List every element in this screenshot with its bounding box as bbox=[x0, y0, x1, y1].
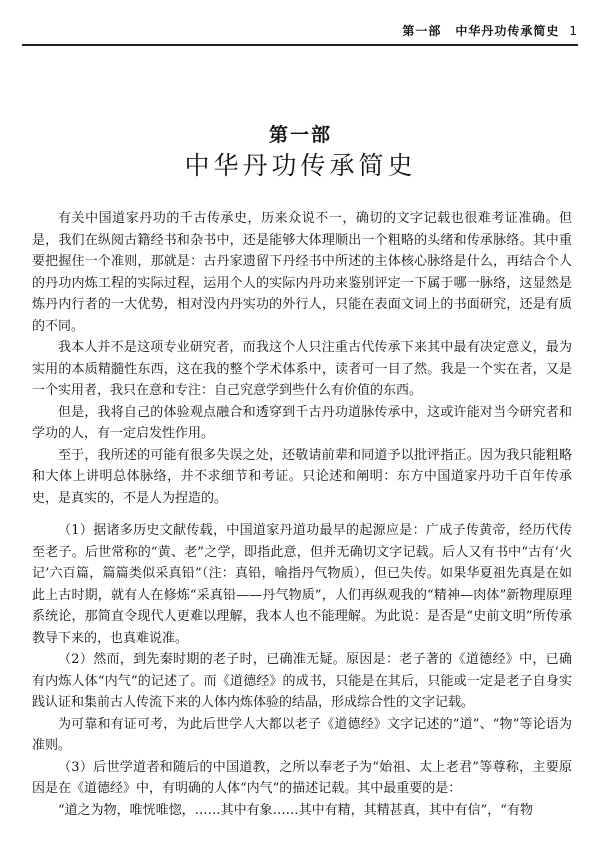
paragraph: 至于，我所述的可能有很多失误之处，还敬请前辈和同道予以批评指正。因为我只能粗略和大体上讲明总体脉络，并不求细节和考证。只论述和阐明：东方中国道家丹功千百年传承史，是真实的，不是人为捏造的。 bbox=[32, 447, 572, 506]
paragraph: 有关中国道家丹功的千古传承史，历来众说不一，确切的文字记载也很难考证准确。但是，我们在纵阅古籍经书和杂书中，还是能够大体理顺出一个粗略的头绪和传承脉络。其中重要把握住一个准则，那就是：古丹家遗留下丹经书中所述的主体核心脉络是什么，再结合个人的丹功内炼工程的实际过程，运用个人的实际内丹功来鉴别评定一下属于哪一脉络，这显然是炼丹内行者的一大优势，相对没内丹实功的外行人，只能在表面文词上的书面研究，还是有质的不同。 bbox=[32, 211, 572, 334]
paragraph: 为可靠和有证可考，为此后世学人大都以老子《道德经》文字记述的“道”、“物”等论语为准则。 bbox=[32, 716, 572, 753]
header-title: 中华丹功传承简史 bbox=[455, 24, 560, 38]
paragraph: 我本人并不是这项专业研究者，而我这个人只注重古代传承下来其中最有决定意义，最为实用的本质精髓性东西，这在我的整个学术体系中，读者可一目了然。我是一个实在者，又是一个实用者，我只在意和专注：自己究意学到些什么有价值的东西。 bbox=[32, 340, 572, 398]
page-number: 1 bbox=[569, 24, 578, 38]
chapter-title: 中华丹功传承简史 bbox=[184, 151, 417, 180]
paragraph: （2）然而，到先秦时期的老子时，已确准无疑。原因是：老子著的《道德经》中，已确有内炼人体“内气”的记述了。而《道德经》的成书，只能是在其后，只能或一定是老子自身实践认证和集前古人传流下来的人体内炼体验的结晶，形成综合性的文字记载。 bbox=[32, 652, 572, 710]
header-part: 第一部 bbox=[402, 24, 442, 38]
chapter-part-label: 第一部 bbox=[268, 124, 332, 146]
paragraph: （3）后世学道者和随后的中国道教，之所以奉老子为“始祖、太上老君”等尊称，主要原因是在《道德经》中，有明确的人体“内气”的描述记载。其中最重要的是： bbox=[32, 759, 572, 796]
body-text bbox=[32, 208, 572, 821]
paragraph: “道之为物，唯恍唯惚，……其中有象……其中有精，其精甚真，其中有信”，“有物 bbox=[58, 802, 533, 818]
paragraph: 但是，我将自己的体验观点融合和透穿到千古丹功道脉传承中，这或许能对当今研究者和学功的人，有一定启发性作用。 bbox=[32, 404, 572, 441]
running-header bbox=[22, 18, 578, 46]
running-header-text bbox=[402, 22, 578, 39]
paragraph: （1）据诸多历史文献传载，中国道家丹道功最早的起源应是：广成子传黄帝，经历代传至老子。后世常称的“黄、老”之学，即指此意，但并无确切文字记载。后人又有书中“古有‘火记’六百篇，篇篇类似采真铅”（注：真铅，喻指丹气物质），但已失传。如果华夏祖先真是在如此上古时期，就有人在修炼“采真铅——丹气物质”，人们再纵观我的“精神—肉体”新物理原理系统论，那简直令现代人更难以理解，我本人也不能理解。为此说：是否是“史前文明”所传承教导下来的，也真难说准。 bbox=[32, 523, 572, 646]
